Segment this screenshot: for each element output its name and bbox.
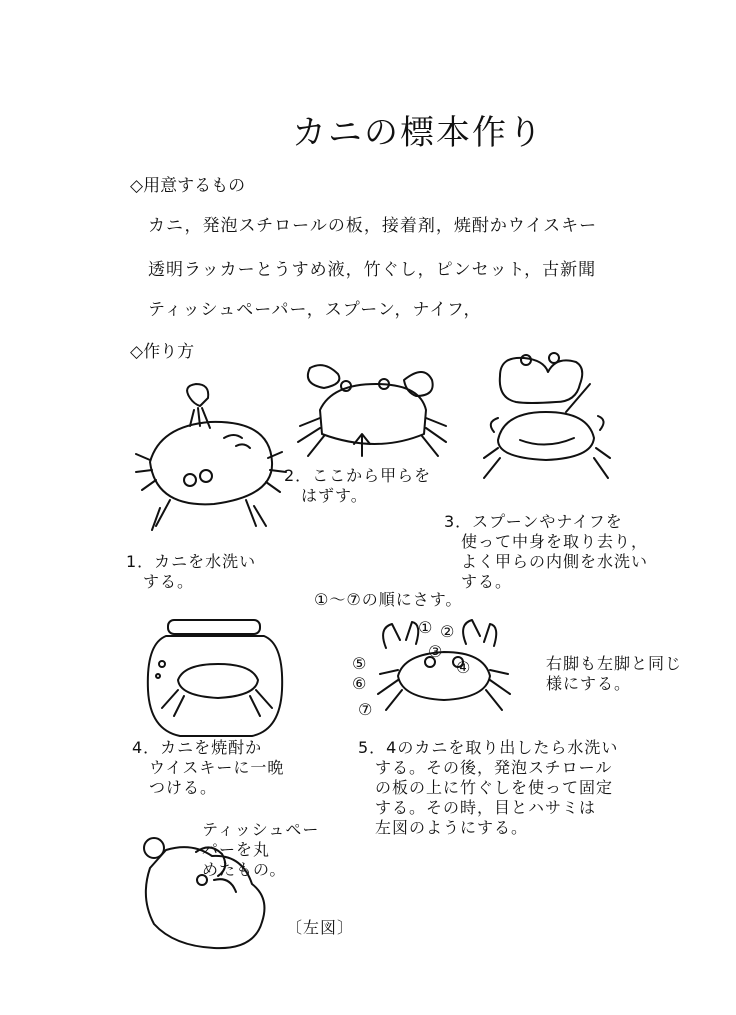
tissue-note: ティッシュペー パーを丸 めたもの。	[202, 820, 320, 879]
materials-line-1: カニ，発泡スチロールの板，接着剤，焼酎かウイスキー	[148, 216, 598, 236]
materials-line-2: 透明ラッカーとうすめ液，竹ぐし，ピンセット，古新聞	[148, 260, 597, 280]
pin-number-4: ④	[456, 658, 472, 677]
crab-cleaning-illustration	[484, 353, 610, 478]
crab-in-jar-illustration	[148, 620, 282, 736]
pin-number-6: ⑥	[352, 674, 368, 693]
method-heading: ◇作り方	[130, 342, 195, 362]
materials-heading: ◇用意するもの	[130, 176, 246, 196]
crab-washing-illustration	[136, 384, 286, 530]
crab-shell-removal-illustration	[298, 365, 446, 456]
pin-number-5: ⑤	[352, 654, 368, 673]
materials-line-3: ティッシュペーパー，スプーン，ナイフ，	[148, 300, 482, 320]
pin-number-3: ③	[428, 642, 444, 661]
step-2-text: 2．ここから甲らを はずす。	[284, 466, 432, 505]
step-1-text: 1．カニを水洗い する。	[126, 552, 257, 591]
step-4-text: 4．カニを焼酎か ウイスキーに一晩 つける。	[132, 738, 285, 797]
figure-label: 〔左図〕	[286, 918, 355, 937]
page-title: カニの標本作り	[292, 113, 544, 153]
right-legs-note: 右脚も左脚と同じ 様にする。	[546, 654, 683, 693]
pin-number-2: ②	[440, 622, 456, 641]
step-5-text: 5．4のカニを取り出したら水洗い する。その後，発泡スチロール の板の上に竹ぐしを使って固定 する。その時，目とハサミは 左図のようにする。	[358, 738, 619, 837]
pin-number-7: ⑦	[358, 700, 374, 719]
pin-number-1: ①	[418, 618, 434, 637]
step-3-text: 3．スプーンやナイフを 使って中身を取り去り， よく甲らの内側を水洗い する。	[444, 512, 649, 591]
pin-order-note: ①～⑦の順にさす。	[314, 590, 463, 609]
